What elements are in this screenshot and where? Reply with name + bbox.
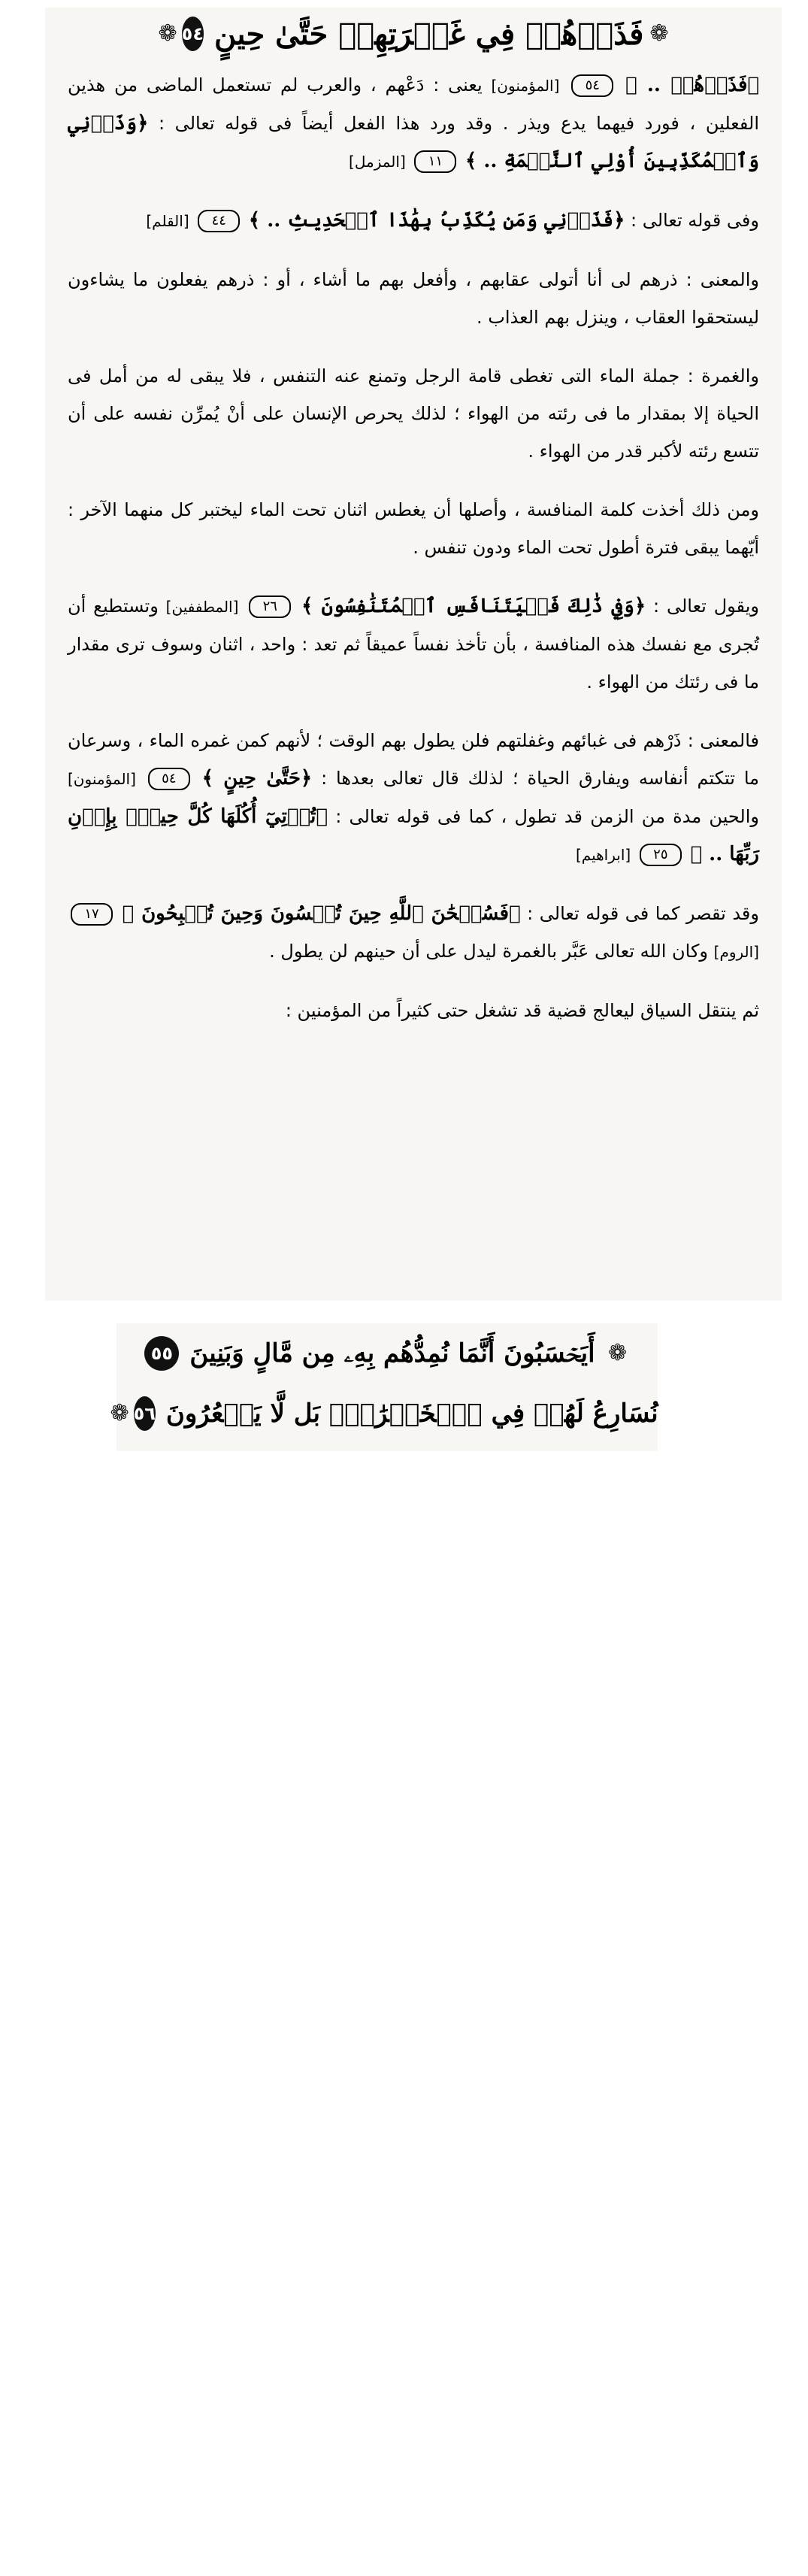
quran-quote: ﴿وَذَرۡنِي وَٱلۡمُكَذِّبِينَ أُوْلِي ٱلنَّعۡمَةِ .. ﴾: [68, 112, 759, 172]
quran-quote: ﴿تُؤۡتِيٓ أُكُلَهَا كُلَّ حِينِۢ بِإِذۡنِ رَبِّهَا .. ﴾: [68, 805, 759, 865]
paragraph-text: والحين مدة من الزمن قد تطول ، كما فى قوله تعالى :: [335, 806, 759, 827]
paragraph-text: فالمعنى : ذَرْهم فى غبائهم وغفلتهم فلن يطول بهم الوقت ؛ لأنهم كمن غمره الماء ، وسرعان ما تتكتم أنفاسه ويفارق الحياة ؛ لذلك قال تعالى بعدها :: [68, 730, 759, 789]
footer-verses: [110, 1323, 658, 1451]
paragraph-8: [68, 895, 759, 971]
quran-quote: ﴿وَفِي ذَٰلِكَ فَلۡيَتَنَافَسِ ٱلۡمُتَنَٰفِسُونَ ﴾: [301, 595, 646, 617]
ornament-right-icon: ❁: [608, 1340, 628, 1366]
ayah-number: ٢٦: [249, 596, 291, 618]
header-verse-text: فَذَرۡهُمۡ فِي غَمۡرَتِهِمۡ حَتَّىٰ حِينٍ: [213, 16, 644, 52]
ayah-number: ٢٥: [640, 844, 682, 866]
quran-quote: ﴿فَسُبۡحَٰنَ ٱللَّهِ حِينَ تُمۡسُونَ وَحِينَ تُصۡبِحُونَ ﴾: [122, 902, 521, 925]
ornament-right-icon: ❁: [649, 20, 669, 47]
surah-reference: [ابراهيم]: [575, 846, 631, 864]
paragraph-6: [68, 587, 759, 701]
paragraph-2: [68, 202, 759, 240]
paragraph-9: ثم ينتقل السياق ليعالج قضية قد تشغل حتى كثيراً من المؤمنين :: [285, 1000, 759, 1021]
page-body: [45, 8, 782, 1301]
paragraph-3: والمعنى : ذرهم لى أنا أتولى عقابهم ، وأفعل بهم ما أشاء ، أو : ذرهم يفعلون ما يشاءون ليستحقوا العقاب ، وينزل بهم العذاب .: [68, 269, 759, 328]
surah-reference: [المزمل]: [349, 153, 406, 171]
paragraph-text: وتستطيع أن تُجرى مع نفسك هذه المنافسة ، بأن تأخذ نفساً عميقاً ثم تعد : واحد ، اثنان وسوف ترى مقدار ما فى رئتك من الهواء .: [68, 596, 759, 692]
ornament-left-icon: ❁: [110, 1400, 129, 1426]
paragraph-lead: وقد تقصر كما فى قوله تعالى :: [527, 903, 759, 924]
paragraph-text: وكان الله تعالى عَبَّر بالغمرة ليدل على أن حينهم لن يطول .: [269, 941, 709, 962]
ayah-number: ٥٤: [148, 768, 190, 790]
ayah-number: ١١: [414, 150, 456, 173]
paragraph-lead: وفى قوله تعالى :: [631, 210, 759, 231]
quran-quote: ﴿حَتَّىٰ حِينٍ ﴾: [201, 767, 313, 789]
commentary-text: [45, 60, 782, 1029]
ayah-number: ٤٤: [198, 210, 240, 232]
paragraph-4: والغمرة : جملة الماء التى تغطى قامة الرجل وتمنع عنه التنفس ، فلا يبقى له من أمل فى الحياة إلا بمقدار ما فى رئته من الهواء ؛ لذلك يحرص الإنسان على أنْ يُمرِّن نفسه على أن تتسع رئته لأكبر قدر من الهواء .: [68, 365, 759, 462]
footer-verse-1: [117, 1323, 658, 1383]
footer-verse-text: أَيَحۡسَبُونَ أَنَّمَا نُمِدُّهُم بِهِۦ مِن مَّالٍ وَبَنِينَ: [189, 1338, 595, 1368]
surah-reference: [الروم]: [713, 943, 759, 961]
footer-verse-text: نُسَارِعُ لَهُمۡ فِي ٱلۡخَيۡرَٰتِۚ بَل لَّا يَشۡعُرُونَ: [165, 1399, 658, 1429]
surah-reference: [المؤمنون]: [68, 770, 136, 788]
quran-quote: ﴿فَذَرۡنِي وَمَن يُكَذِّبُ بِهَٰذَا ٱلۡحَدِيثِ .. ﴾: [248, 209, 625, 232]
surah-reference: [المطففين]: [165, 598, 239, 616]
header-verse-band: [158, 8, 669, 60]
ayah-number: ١٧: [71, 903, 113, 926]
paragraph-7: [68, 722, 759, 874]
header-verse-number: ٥٤: [182, 17, 204, 51]
footer-verse-number: ٥٥: [144, 1336, 179, 1371]
paragraph-5: ومن ذلك أخذت كلمة المنافسة ، وأصلها أن يغطس اثنان تحت الماء ليختبر كل منهما الآخر : أيّهما يبقى فترة أطول تحت الماء ودون تنفس .: [68, 499, 759, 558]
ayah-number: ٥٤: [571, 74, 613, 97]
paragraph-1: [68, 66, 759, 180]
footer-verse-2: [110, 1383, 658, 1444]
ornament-left-icon: ❁: [158, 20, 177, 47]
surah-reference: [المؤمنون]: [491, 77, 560, 95]
paragraph-lead: ويقول تعالى :: [653, 596, 759, 617]
surah-reference: [القلم]: [146, 212, 189, 230]
paragraph-text: يعنى : دَعْهم ، والعرب لم تستعمل الماضى من هذين الفعلين ، فورد فيهما يدع ويذر . وقد ورد هذا الفعل أيضاً فى قوله تعالى :: [68, 74, 759, 134]
footer-verse-number: ٥٦: [134, 1396, 156, 1431]
quran-quote: ﴿فَذَرۡهُمۡ .. ﴾: [625, 74, 759, 96]
